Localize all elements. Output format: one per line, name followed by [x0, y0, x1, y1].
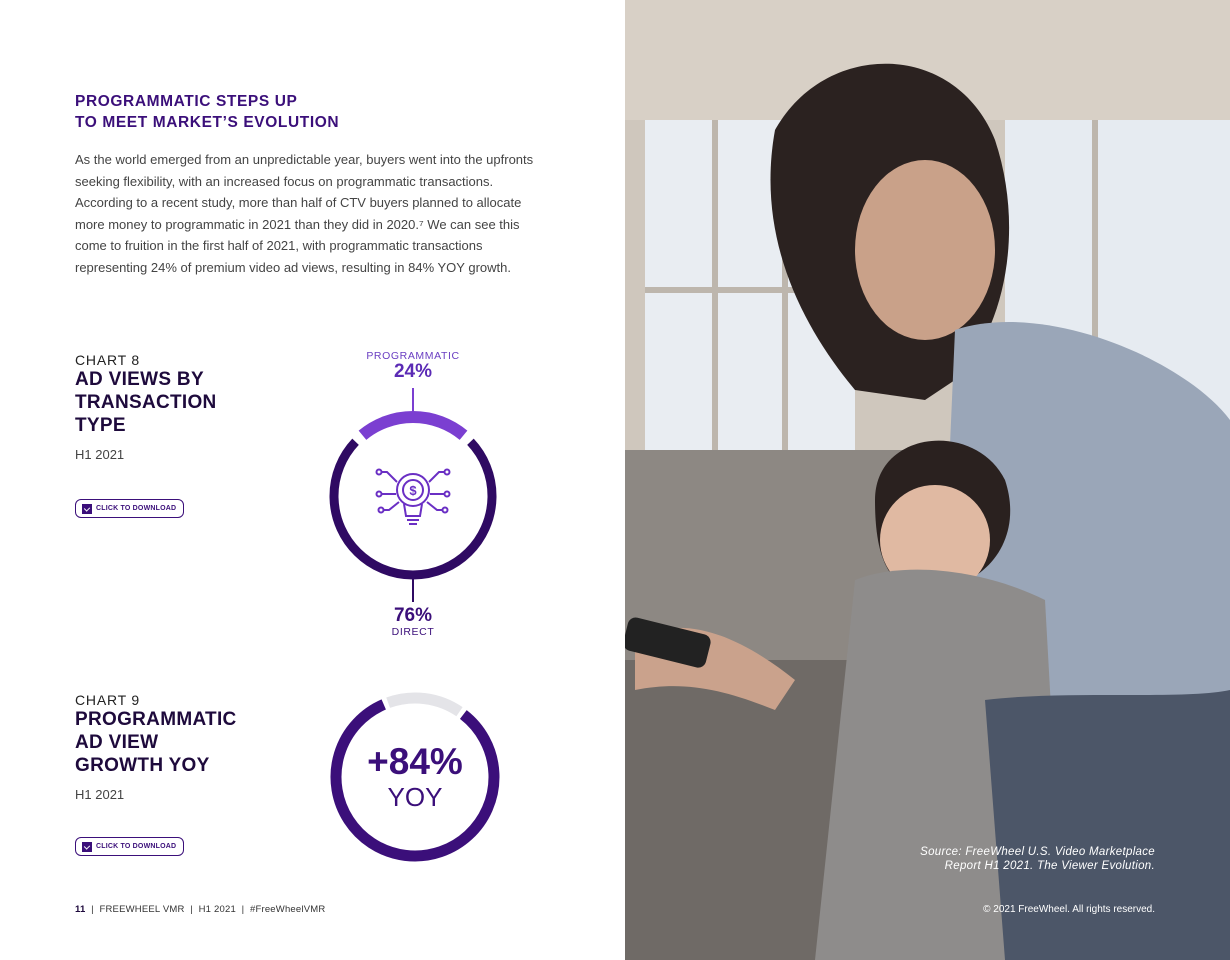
chart-9-caption: [75, 692, 237, 802]
download-label: CLICK TO DOWNLOAD: [96, 505, 177, 512]
chart-9-number: CHART 9: [75, 692, 140, 708]
chart-9-download-button[interactable]: [75, 837, 184, 856]
caption-line-1: Source: FreeWheel U.S. Video Marketplace: [920, 846, 1155, 858]
direct-slice: [334, 442, 492, 575]
download-icon: [82, 504, 92, 514]
direct-value: 76%: [393, 605, 433, 626]
photo-illustration: [625, 0, 1230, 960]
caption-line-2: Report H1 2021. The Viewer Evolution.: [944, 860, 1155, 872]
heading-line-2: TO MEET MARKET’S EVOLUTION: [75, 114, 340, 131]
direct-category: DIRECT: [391, 626, 435, 638]
programmatic-value: 24%: [393, 361, 433, 382]
programmatic-slice: [362, 417, 463, 435]
direct-label: [333, 606, 493, 638]
programmatic-category: PROGRAMMATIC: [366, 350, 460, 362]
chart-8-number: CHART 8: [75, 352, 140, 368]
yoy-label: YOY: [387, 782, 443, 812]
download-label: CLICK TO DOWNLOAD: [96, 843, 177, 850]
chart-9-period: H1 2021: [75, 787, 125, 802]
chart-8-caption: [75, 352, 217, 462]
chart-8-title-line: TYPE: [75, 415, 126, 436]
photo-source-caption: [920, 845, 1155, 873]
yoy-value: +84%: [367, 741, 463, 782]
page-footer: [75, 904, 325, 915]
chart-9-title: [75, 708, 237, 777]
heading-line-1: PROGRAMMATIC STEPS UP: [75, 93, 298, 110]
chart-8-title-line: TRANSACTION: [75, 392, 217, 413]
footer-text: | FREEWHEEL VMR | H1 2021 | #FreeWheelVMR: [85, 904, 326, 915]
chart-8-title: [75, 368, 217, 437]
page-number: 11: [75, 904, 86, 915]
programmatic-label: [333, 350, 493, 382]
chart-9-title-line: AD VIEW: [75, 732, 159, 753]
chart-9-title-line: PROGRAMMATIC: [75, 709, 237, 730]
download-icon: [82, 842, 92, 852]
mother-child-photo: [625, 0, 1230, 960]
svg-text:$: $: [409, 483, 417, 498]
chart-8-title-line: AD VIEWS BY: [75, 369, 204, 390]
section-heading: [75, 91, 339, 133]
chart-9-title-line: GROWTH YOY: [75, 755, 210, 776]
lightbulb-dollar-icon: [377, 470, 450, 525]
yoy-center-label: [330, 742, 500, 812]
intro-paragraph: As the world emerged from an unpredictable year, buyers went into the upfronts seeking flexibility, with an increased focus on programmatic transactions. According to a recent study, more than half of CTV buyers planned to allocate more money to programmatic in 2021 than they did in 2020.⁷ We can see this come to fruition in the first half of 2021, with programmatic transactions representing 24% of premium video ad views, resulting in 84% YOY growth.: [75, 152, 534, 275]
transaction-type-donut: [320, 380, 510, 610]
copyright-notice: © 2021 FreeWheel. All rights reserved.: [983, 904, 1155, 915]
chart-8-download-button[interactable]: [75, 499, 184, 518]
segment-1-slice: [388, 698, 459, 712]
chart-8-period: H1 2021: [75, 447, 125, 462]
